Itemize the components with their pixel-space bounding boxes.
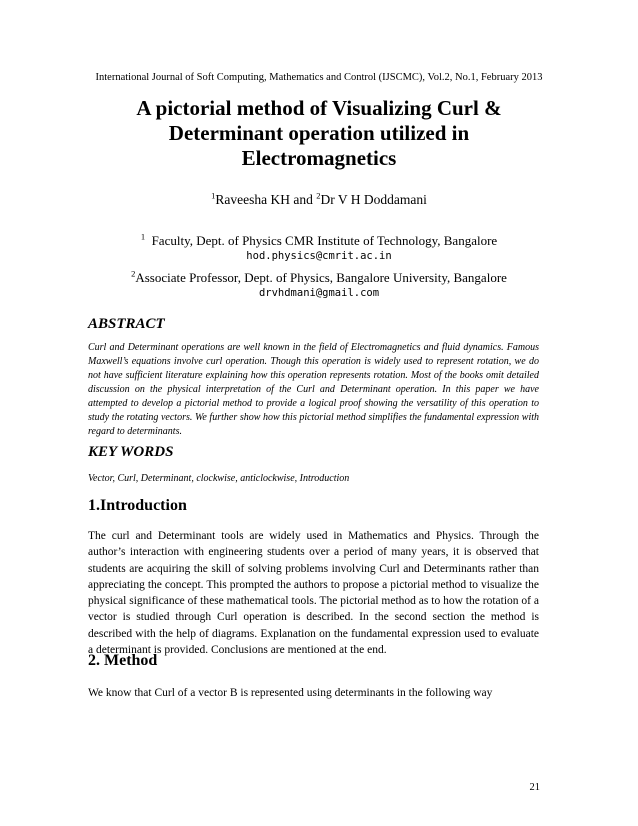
abstract-heading: ABSTRACT xyxy=(88,316,165,332)
author-1-name: Raveesha KH xyxy=(215,192,290,207)
keywords-heading: KEY WORDS xyxy=(88,444,174,460)
paper-title xyxy=(0,96,638,171)
title-line: Determinant operation utilized in xyxy=(168,121,470,145)
introduction-heading: 1.Introduction xyxy=(88,497,187,514)
affiliation-2-email: drvhdmani@gmail.com xyxy=(258,287,380,299)
affiliation-2-mark: 2 xyxy=(131,268,136,279)
abstract-text: Curl and Determinant operations are well known in the field of Electromagnetics and fluid dynamics. Famous Maxwell’s equations involve curl operation. Though this operation is widely used to represent rotation, we do not have sufficient literature explaining how this operation represents rotation. Most of the books omit detailed discussion on the physical interpretation of the Curl and Determinant operation. In this paper we have attempted to develop a pictorial method to provide a logical proof showing the versatility of this operation to study the rotating vectors. We further show how this pictorial method simplifies the fundamental expression with regard to determinants. xyxy=(88,342,539,437)
affiliation-1-text: Faculty, Dept. of Physics CMR Institute of Technology, Bangalore xyxy=(151,233,498,248)
author-separator: and xyxy=(289,192,317,207)
author-1-mark: 1 xyxy=(211,190,216,201)
introduction-text: The curl and Determinant tools are widely used in Mathematics and Physics. Through the author’s interaction with engineering students over a period of many years, it is observed that students are acquiring the skill of solving problems involving Curl and Determinants rather than appreciating the concept. This prompted the authors to propose a pictorial method to visualize the physical significance of these mathematical tools. The pictorial method as to how the rotation of a vector is studied through Curl operation is described. In the second section the method is described with the help of diagrams. Explanation on the fundamental expression used to evaluate a determinant is provided. Conclusions are mentioned at the end. xyxy=(88,530,539,657)
method-heading: 2. Method xyxy=(88,652,158,669)
affiliation-2-text: Associate Professor, Dept. of Physics, Bangalore University, Bangalore xyxy=(135,270,507,285)
affiliation-1-mark: 1 xyxy=(140,231,146,242)
affiliation-1 xyxy=(0,233,638,249)
page-number: 21 xyxy=(529,782,540,793)
keywords-text: Vector, Curl, Determinant, clockwise, anticlockwise, Introduction xyxy=(88,473,350,484)
affiliation-1-email: hod.physics@cmrit.ac.in xyxy=(246,250,392,262)
title-line: Electromagnetics xyxy=(241,146,397,170)
author-2-mark: 2 xyxy=(316,190,321,201)
author-2-name: Dr V H Doddamani xyxy=(320,192,427,207)
journal-header: International Journal of Soft Computing, Mathematics and Control (IJSCMC), Vol.2, No.1, February 2013 xyxy=(95,72,543,83)
title-line: A pictorial method of Visualizing Curl & xyxy=(136,96,502,120)
affiliation-2 xyxy=(0,270,638,286)
method-text: We know that Curl of a vector B is represented using determinants in the following way xyxy=(88,687,493,699)
author-line xyxy=(0,192,638,208)
